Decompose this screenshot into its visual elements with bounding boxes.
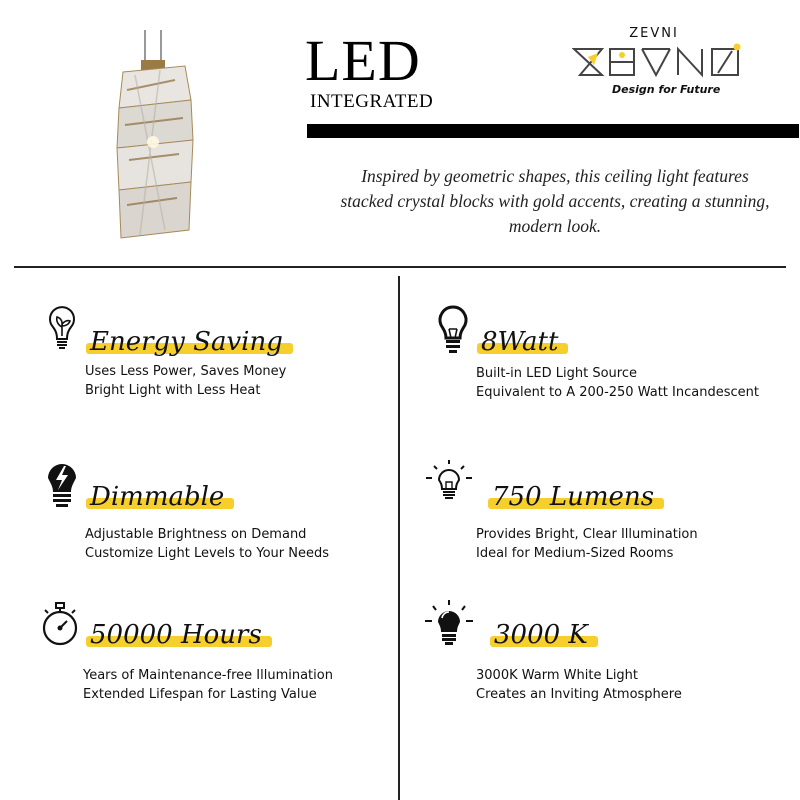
feature-title: 3000 K [494,620,588,650]
feature-line-2: Customize Light Levels to Your Needs [85,546,329,561]
feature-line-1: Provides Bright, Clear Illumination [476,527,698,542]
product-description: Inspired by geometric shapes, this ceiling light features stacked crystal blocks with gold accents, creating a stunning, modern look. [340,166,770,236]
product-image [105,30,200,245]
feature-line-1: 3000K Warm White Light [476,668,639,683]
feature-3000k [422,600,782,720]
feature-line-1: Uses Less Power, Saves Money [85,364,287,379]
feature-8watt [433,305,793,425]
radiant-bulb-icon [422,458,476,508]
bulb-icon [433,305,479,355]
feature-line-2: Creates an Inviting Atmosphere [476,687,682,702]
feature-line-2: Extended Lifespan for Lasting Value [83,687,317,702]
feature-line-1: Years of Maintenance-free Illumination [83,668,333,683]
bolt-bulb-icon [42,460,88,510]
feature-title: 8Watt [481,327,559,357]
feature-line-1: Adjustable Brightness on Demand [85,527,307,542]
sun-bulb-icon [422,600,476,650]
led-title: LED [305,28,421,93]
feature-line-2: Ideal for Medium-Sized Rooms [476,546,674,561]
stopwatch-icon [40,600,86,650]
brand-name: ZEVNI [629,26,679,41]
feature-title: Dimmable [90,482,225,512]
horizontal-divider [14,266,786,268]
feature-dimmable [42,460,402,580]
feature-title: Energy Saving [90,327,283,357]
brand-logo [572,43,747,79]
feature-50000-hours [40,600,400,720]
feature-line-2: Equivalent to A 200-250 Watt Incandescent [476,385,759,400]
header-bar [307,124,799,138]
feature-750-lumens [422,458,782,578]
leaf-bulb-icon [42,305,88,355]
feature-line-2: Bright Light with Less Heat [85,383,261,398]
feature-energy-saving [42,305,402,425]
feature-title: 750 Lumens [492,482,655,512]
feature-title: 50000 Hours [90,620,262,650]
brand-tagline: Design for Future [612,83,721,96]
feature-line-1: Built-in LED Light Source [476,366,637,381]
led-subtitle: INTEGRATED [310,91,434,112]
